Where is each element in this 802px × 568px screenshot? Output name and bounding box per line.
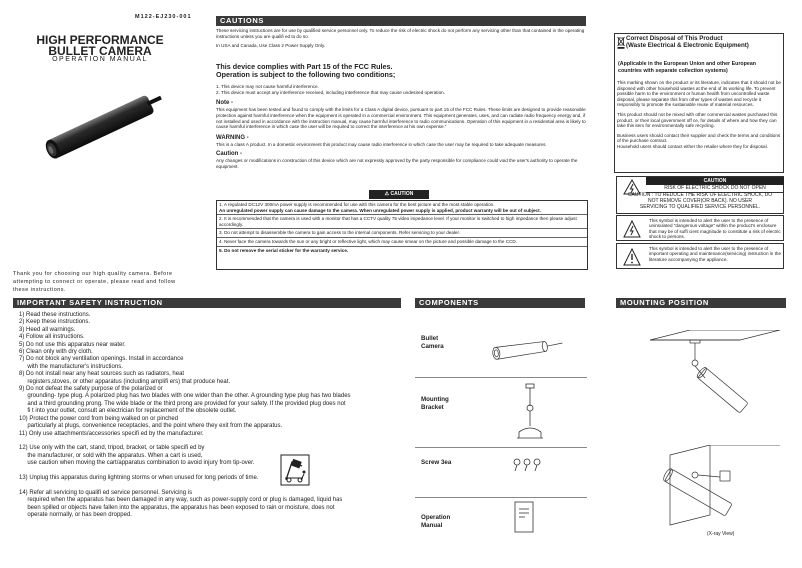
cart-tipover-icon (280, 454, 310, 486)
safety-instruction-line: grounding- type plug. A polarized plug has two blades with one wider than the other. A grounding type plug has two blades (19, 393, 351, 400)
caution-item-5: 5. Do not remove the serial sticker for the warranty service. (219, 247, 349, 253)
title-line-1: HIGH PERFORMANCE (36, 33, 164, 47)
disposal-body: This marking shown on the product or its literature, indicates that it should not be disposed with other household wastes at the end of its working life. To prevent possible harm to the environment or human health from uncontrolled waste disposal, please separate this from other types of wastes and recycle it responsibly to promote the sustainable reuse of material resources. This product should not be mixed with other commercial wastes purchased this product, or their local government off ce, for details of where and how they can take this item for environmentally safe recycling. Business users should contact their supplier and check the terms and conditions of the purchase contract. Household users should contact either the retailer where they for disposal. (617, 80, 781, 149)
mounting-header: MOUNTING POSITION (616, 298, 786, 308)
safety-instruction-line: the manufacturer, or sold with the apparatus. When a cart is used, (19, 452, 203, 459)
note-heading: Note - (216, 100, 233, 107)
crossed-bin-icon (617, 36, 625, 49)
fcc-condition-2: 2. This device must accept any interference received, including interference that may cause undesired operation. (216, 89, 445, 95)
voltage-symbol-text: This symbol is intended to alert the user to the presence of uninsulated "dangerous voltage" within the product's enclosure that may be of suffi cient magnitude to constitute a risk of electric shock to persons. (649, 218, 781, 239)
warning-heading: WARNING - (216, 134, 249, 141)
model-number: M122-EJ230-001 (135, 14, 192, 20)
safety-instruction-line: 5) Do not use this apparatus near water. (19, 341, 126, 348)
warning-text: This is a class A product. In a domestic environment this product may cause radio interference in which case the user may be required to take adequate measures. (216, 141, 547, 147)
safety-instruction-line: fi t into your outlet, consult an electrician for replacement of the obsolete outlet. (19, 408, 237, 415)
caution-text: Any changes or modifications in construction of this device which are not expressly approved by the party responsible for compliance could void the user's authority to operate the equipment. (216, 158, 578, 169)
safety-instruction-line (19, 482, 404, 489)
safety-instruction-line: 3) Heed all warnings. (19, 326, 76, 333)
electric-caution-text: CAUTION : TO REDUCE THE RISK OF ELECTRIC SHOCK, DO NOT REMOVE COVER(OR BACK). NO USER SERVICING TO QUALIFIED SERVICE PERSONNEL. (627, 192, 773, 210)
safety-instruction-line: 7) Do not block any ventilation openings. Install in accordance (19, 356, 184, 363)
screws-drawing (512, 456, 542, 472)
component-label: Mounting Bracket (421, 396, 449, 411)
caution-heading: Caution - (216, 151, 242, 158)
component-row-screw (415, 448, 587, 498)
safety-header: IMPORTANT SAFETY INSTRUCTION (13, 298, 401, 308)
safety-instruction-line: 11) Only use attachments/accessories specifi ed by the manufacturer. (19, 430, 204, 437)
caution-banner: ⚠ CAUTION (369, 190, 429, 199)
safety-instruction-line: 6) Clean only with dry cloth. (19, 349, 93, 356)
bullet-camera-photo (28, 78, 168, 168)
safety-instruction-line: registers,stoves, or other apparatus (including amplifi ers) that produce heat. (19, 378, 231, 385)
safety-instruction-line: and a third grounding prong. The wide blade or the third prong are provided for your safety. If the provided plug does not (19, 400, 346, 407)
instruction-symbol-text: This symbol is intended to alert the user to the presence of important operating and maintenance(servicing) instruction in the literature accompanying the appliance. (649, 246, 782, 262)
safety-instruction-line: 13) Unplug this apparatus during lightning storms or when unused for long periods of time. (19, 474, 259, 481)
component-label: Screw 3ea (421, 459, 452, 466)
safety-instruction-line: 14) Refer all servicing to qualifi ed service personnel. Servicing is (19, 489, 193, 496)
manual-drawing (512, 501, 536, 535)
safety-instruction-line (19, 468, 404, 475)
component-row-bracket (415, 378, 587, 448)
safety-instruction-line (19, 438, 404, 445)
safety-list (19, 312, 404, 519)
component-row-camera (415, 313, 587, 378)
subtitle: OPERATION MANUAL (52, 56, 148, 63)
xray-view-label: (X-ray View) (707, 531, 735, 537)
caution-item-4: 4. Never face the camera towards the sun or any bright or reflective light, which may cause smear on the picture and possible damage to the CCD. (217, 238, 587, 247)
thank-you-text: Thank you for choosing our high quality camera. Before attempting to connect or operate, please read and follow these instructions. (13, 271, 176, 293)
note-text: This equipment has been tested and found to comply with the limits for a Class A digital device, pursuant to part 15 of the FCC Rules. These limits are designed to provide reasonable protection against harmful interference when the equipment is operated in a commercial environment. This equipment generates, uses, and can radiate radio frequency energy and, if not installed and used in accordance with the instruction manual, may cause harmful interference to radio communications. Operation of this equipment in a residential area is likely to cause harmful interference in which case the user will be required to correct the interference at his own expense." (216, 107, 586, 130)
safety-instruction-line: 10) Protect the power cord from being walked on or pinched (19, 415, 179, 422)
disposal-note: (Applicable in the European Union and other European countries with separate collection systems) (618, 61, 757, 74)
safety-instruction-line: use caution when moving the cart/apparatus combination to avoid injury from tip-over. (19, 460, 255, 467)
caution-item-3: 3. Do not attempt to disassemble the camera to gain access to the internal components. Refer servicing to your dealer. (217, 229, 587, 238)
component-row-manual (415, 498, 587, 568)
disposal-title: Correct Disposal of This Product (Waste Electrical & Electronic Equipment) (626, 35, 749, 49)
fcc-condition-1: 1. This device may not cause harmful interference. (216, 84, 319, 90)
caution-item-1: 1. A regulated DC12V 300mA power supply is recommended for use with this camera for the best picture and the most stable operation. An unregulated power supply can cause damage to the camera. When unregulated power supply is applied, product warranty will be out of subject. (217, 201, 587, 215)
safety-instruction-line: required when the apparatus has been damaged in any way, such as power-supply cord or plug is damaged, liquid has (19, 497, 343, 504)
title-line-2: BULLET CAMERA (48, 44, 152, 58)
safety-instruction-line: been spilled or objects have fallen into the apparatus, the apparatus has been exposed to rain or moisture, does not (19, 504, 335, 511)
safety-instruction-line: 12) Use only with the cart, stand, tripod, bracket, or table specifi ed by (19, 445, 205, 452)
component-label: Operation Manual (421, 514, 451, 529)
electric-risk-text: RISK OF ELECTRIC SHOCK DO NOT OPEN (646, 185, 784, 193)
caution-box (216, 200, 588, 270)
safety-instruction-line: 8) Do not install near any heat sources such as radiators, heat (19, 371, 185, 378)
safety-instruction-line: 1) Read these instructions. (19, 312, 91, 318)
bullet-camera-drawing (490, 335, 565, 363)
safety-instruction-line: 2) Keep these instructions. (19, 319, 91, 326)
safety-instruction-line: 9) Do not defeat the safety purpose of the polarized or (19, 386, 163, 393)
lightning-triangle-icon (623, 220, 641, 238)
exclamation-triangle-icon (623, 248, 641, 266)
cautions-intro: These servicing instructions are for use by qualified service personnel only. To reduce the risk of electric shock do not perform any servicing other than that contained in the operating instructions unless you are qualifi ed to do so. (216, 28, 585, 39)
component-label: Bullet Camera (421, 335, 444, 350)
electric-caution-label: CAUTION (646, 177, 784, 185)
warning-triangle-icon: ⚠ (384, 191, 390, 197)
voltage-symbol-box (616, 215, 784, 241)
mounting-bracket-drawing (515, 382, 545, 442)
safety-instruction-line: operate normally, or has been dropped. (19, 511, 132, 518)
fcc-title-2: Operation is subject to the following two conditions; (216, 69, 396, 79)
components-table (415, 313, 587, 568)
fcc-title-1: This device complies with Part 15 of the FCC Rules. (216, 61, 393, 71)
caution-item-2: 2. It is recommended that the camera is used with a monitor that has a CCTV quality 75 video impedance level. If your monitor is switched to high impedance then please adjust accordingly. (217, 215, 587, 229)
ceiling-mount-drawing (650, 330, 780, 430)
instruction-symbol-box (616, 243, 784, 269)
safety-instruction-line: with the manufacturer's instructions. (19, 363, 123, 370)
safety-instruction-line: 4) Follow all instructions. (19, 334, 85, 341)
power-note: In USA and Canada, Use Class 2 Power Supply Only. (216, 43, 326, 49)
cautions-header: CAUTIONS (216, 16, 586, 26)
components-header: COMPONENTS (415, 298, 585, 308)
safety-instruction-line: particularly at plugs, convenience receptacles, and the point where they exit from the apparatus. (19, 423, 283, 430)
wall-mount-drawing (640, 445, 780, 535)
cautions-text-block (216, 28, 588, 170)
